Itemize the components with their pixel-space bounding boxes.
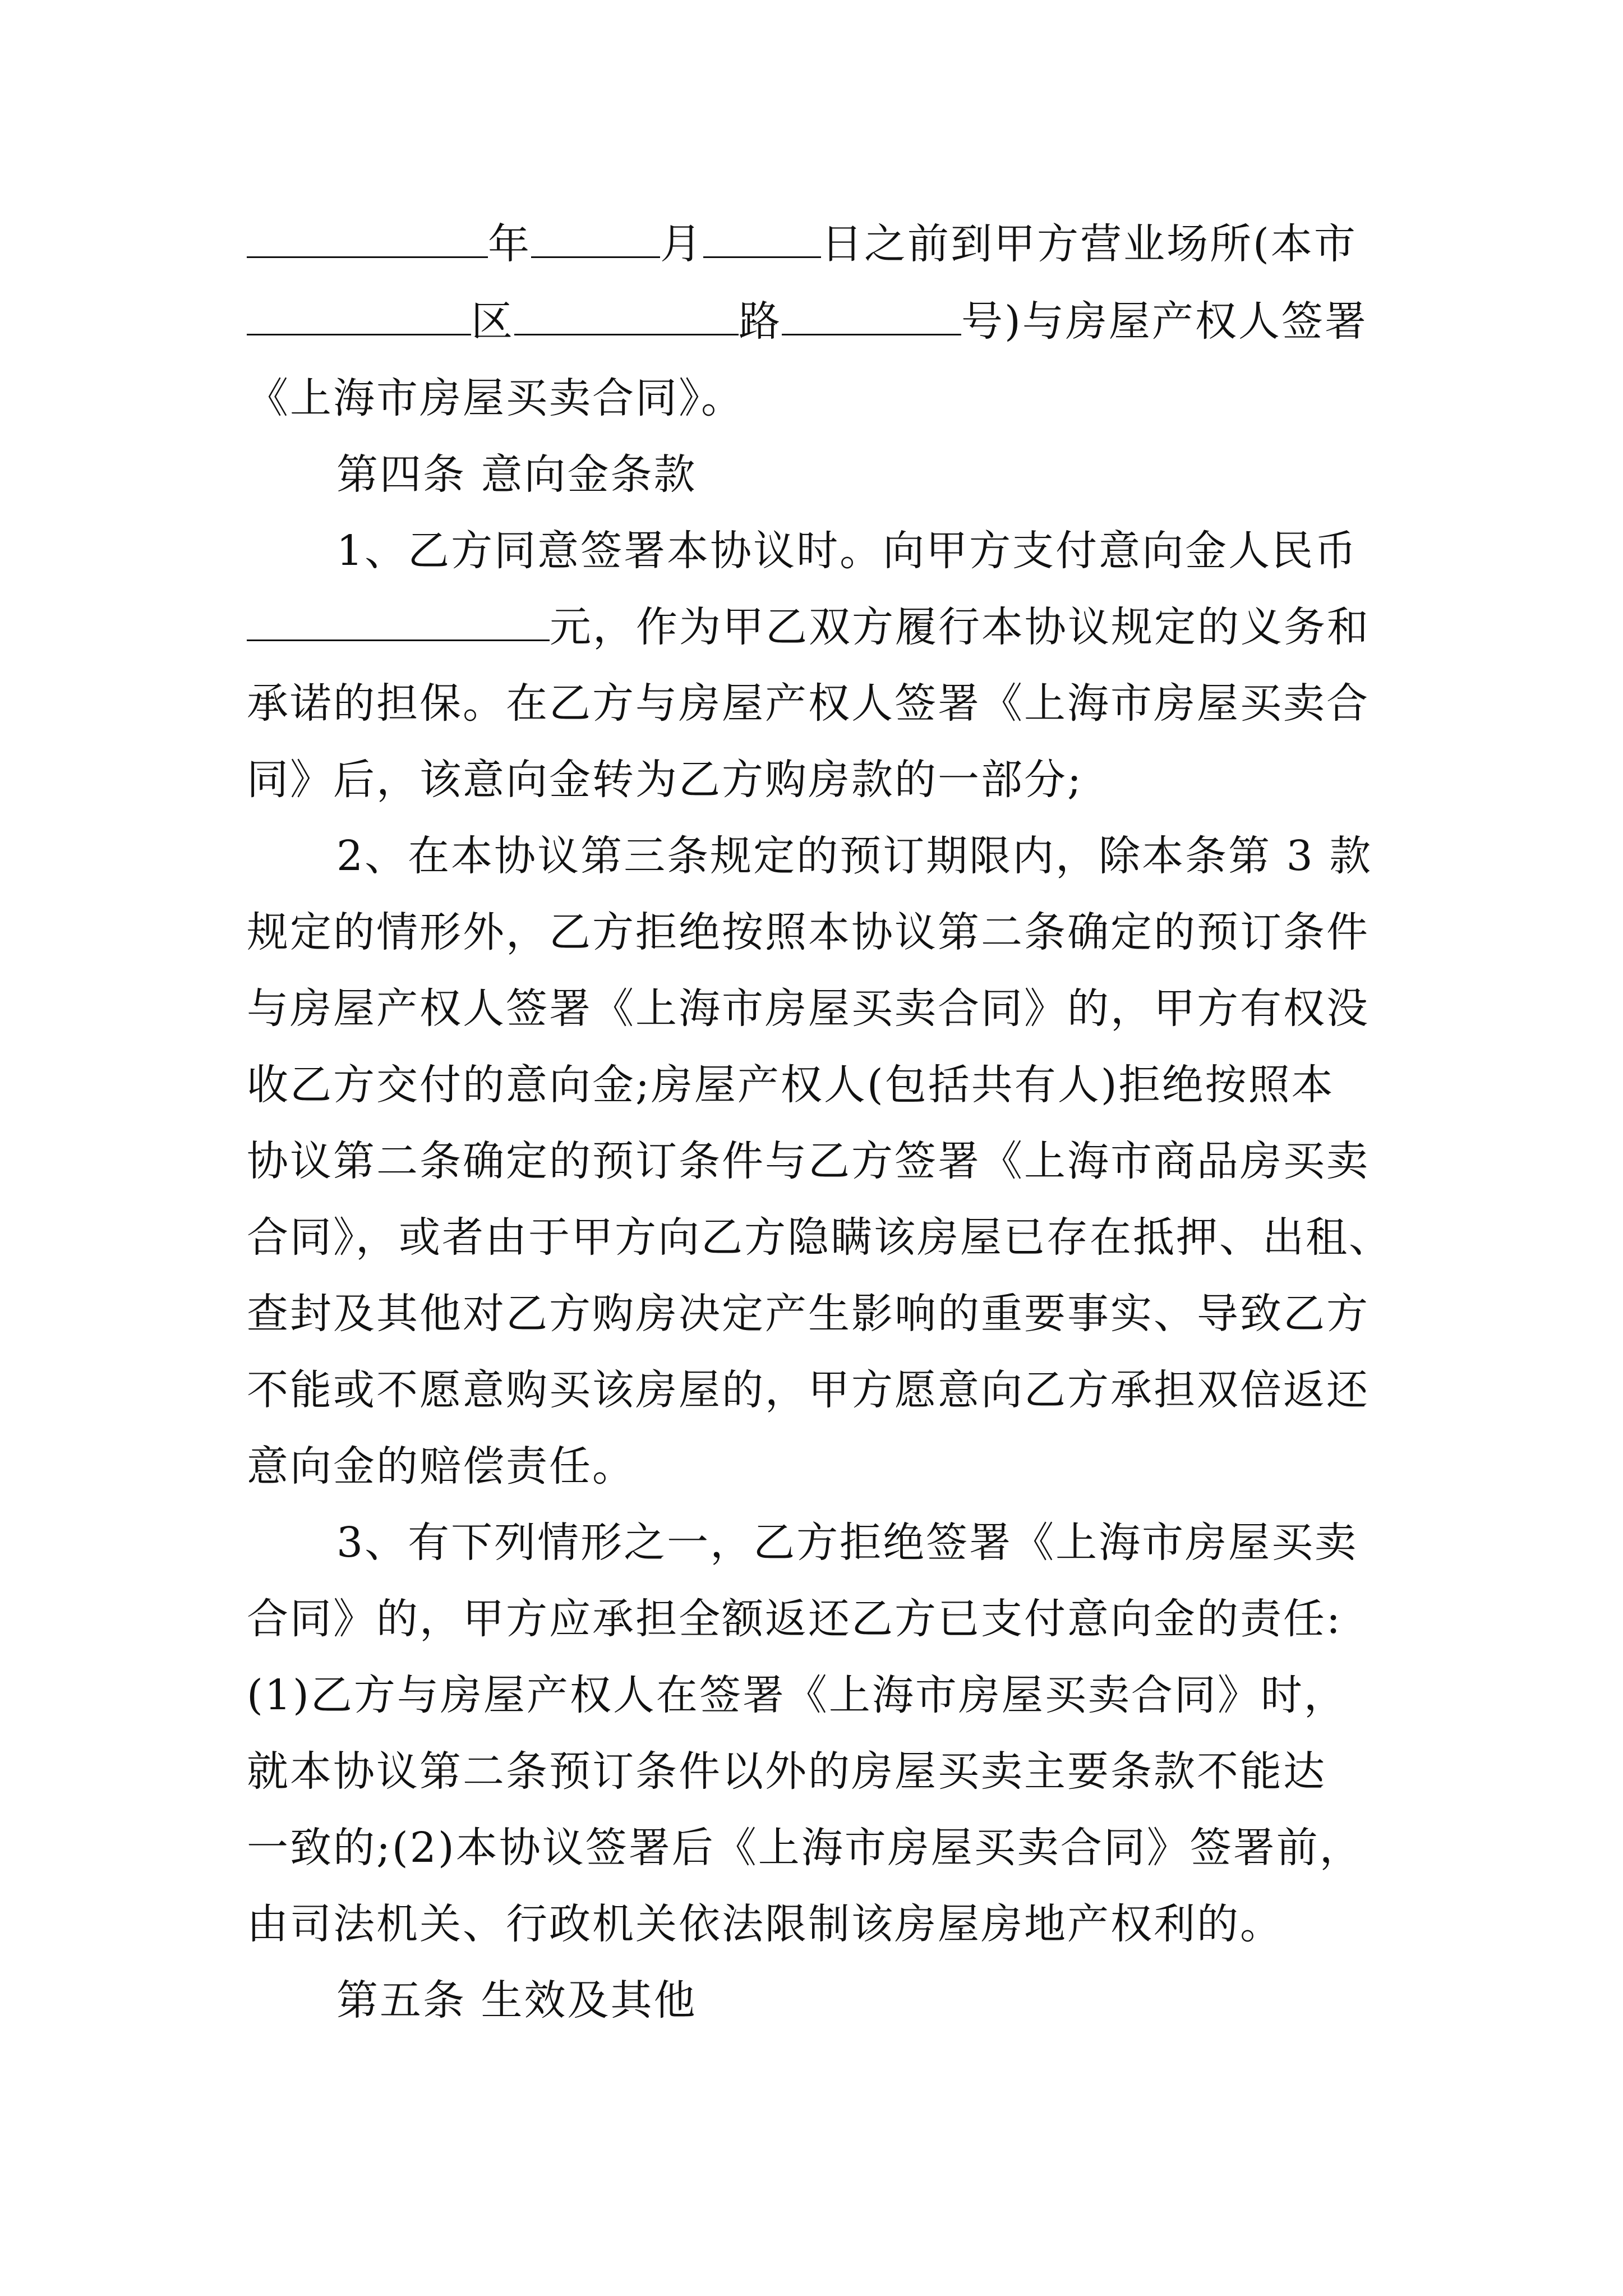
clause4-item2-line: 协议第二条确定的预订条件与乙方签署《上海市商品房买卖 (247, 1137, 1370, 1185)
clause4-item3-line: 3、有下列情形之一，乙方拒绝签署《上海市房屋买卖 (336, 1519, 1358, 1567)
clause4-item2-line: 规定的情形外，乙方拒绝按照本协议第二条确定的预订条件 (247, 908, 1370, 956)
month-blank (531, 217, 660, 258)
clause4-item3-line: 就本协议第二条预订条件以外的房屋买卖主要条款不能达 (247, 1747, 1326, 1796)
clause4-item2-line: 意向金的赔偿责任。 (247, 1442, 635, 1490)
month-label: 月 (660, 220, 703, 268)
road-blank (514, 295, 739, 335)
clause3-line-contract: 《上海市房屋买卖合同》。 (247, 374, 744, 422)
day-text: 日之前到甲方营业场所(本市 (821, 220, 1357, 268)
clause5-heading: 第五条 生效及其他 (336, 1976, 697, 2024)
day-blank (703, 217, 821, 258)
number-text: 号)与房屋产权人签署 (961, 297, 1368, 346)
clause4-item2-line: 查封及其他对乙方购房决定产生影响的重要事实、导致乙方 (247, 1290, 1370, 1338)
amount-text: 元，作为甲乙双方履行本协议规定的义务和 (550, 603, 1370, 651)
road-label: 路 (739, 297, 782, 346)
clause4-item1-line2 (247, 599, 1385, 655)
clause4-item1-line3: 承诺的担保。在乙方与房屋产权人签署《上海市房屋买卖合 (247, 679, 1370, 728)
clause4-item2-line: 不能或不愿意购买该房屋的，甲方愿意向乙方承担双倍返还 (247, 1366, 1370, 1414)
clause4-item3-line: 一致的;(2)本协议签署后《上海市房屋买卖合同》签署前， (247, 1824, 1363, 1872)
clause4-item1-line4: 同》后，该意向金转为乙方购房款的一部分; (247, 756, 1083, 804)
clause4-item2-line: 2、在本协议第三条规定的预订期限内，除本条第 3 款 (336, 832, 1373, 880)
clause4-item1-line1: 1、乙方同意签署本协议时。向甲方支付意向金人民币 (336, 527, 1358, 575)
year-label: 年 (488, 220, 531, 268)
clause3-line-address (247, 293, 1385, 349)
clause4-item3-line: 合同》的，甲方应承担全额返还乙方已支付意向金的责任: (247, 1595, 1342, 1643)
clause4-item2-line: 与房屋产权人签署《上海市房屋买卖合同》的，甲方有权没 (247, 984, 1370, 1033)
clause4-heading: 第四条 意向金条款 (336, 450, 697, 499)
clause3-line-date (247, 216, 1385, 272)
clause4-item3-line: (1)乙方与房屋产权人在签署《上海市房屋买卖合同》时， (247, 1671, 1347, 1719)
clause4-item2-line: 收乙方交付的意向金;房屋产权人(包括共有人)拒绝按照本 (247, 1061, 1335, 1109)
district-blank (247, 295, 471, 335)
year-blank (247, 217, 488, 258)
number-blank (782, 295, 961, 335)
clause4-item2-line: 合同》，或者由于甲方向乙方隐瞒该房屋已存在抵押、出租、 (247, 1213, 1392, 1262)
clause4-item3-line: 由司法机关、行政机关依法限制该房屋房地产权利的。 (247, 1900, 1283, 1948)
amount-blank (247, 600, 550, 641)
district-label: 区 (471, 297, 514, 346)
